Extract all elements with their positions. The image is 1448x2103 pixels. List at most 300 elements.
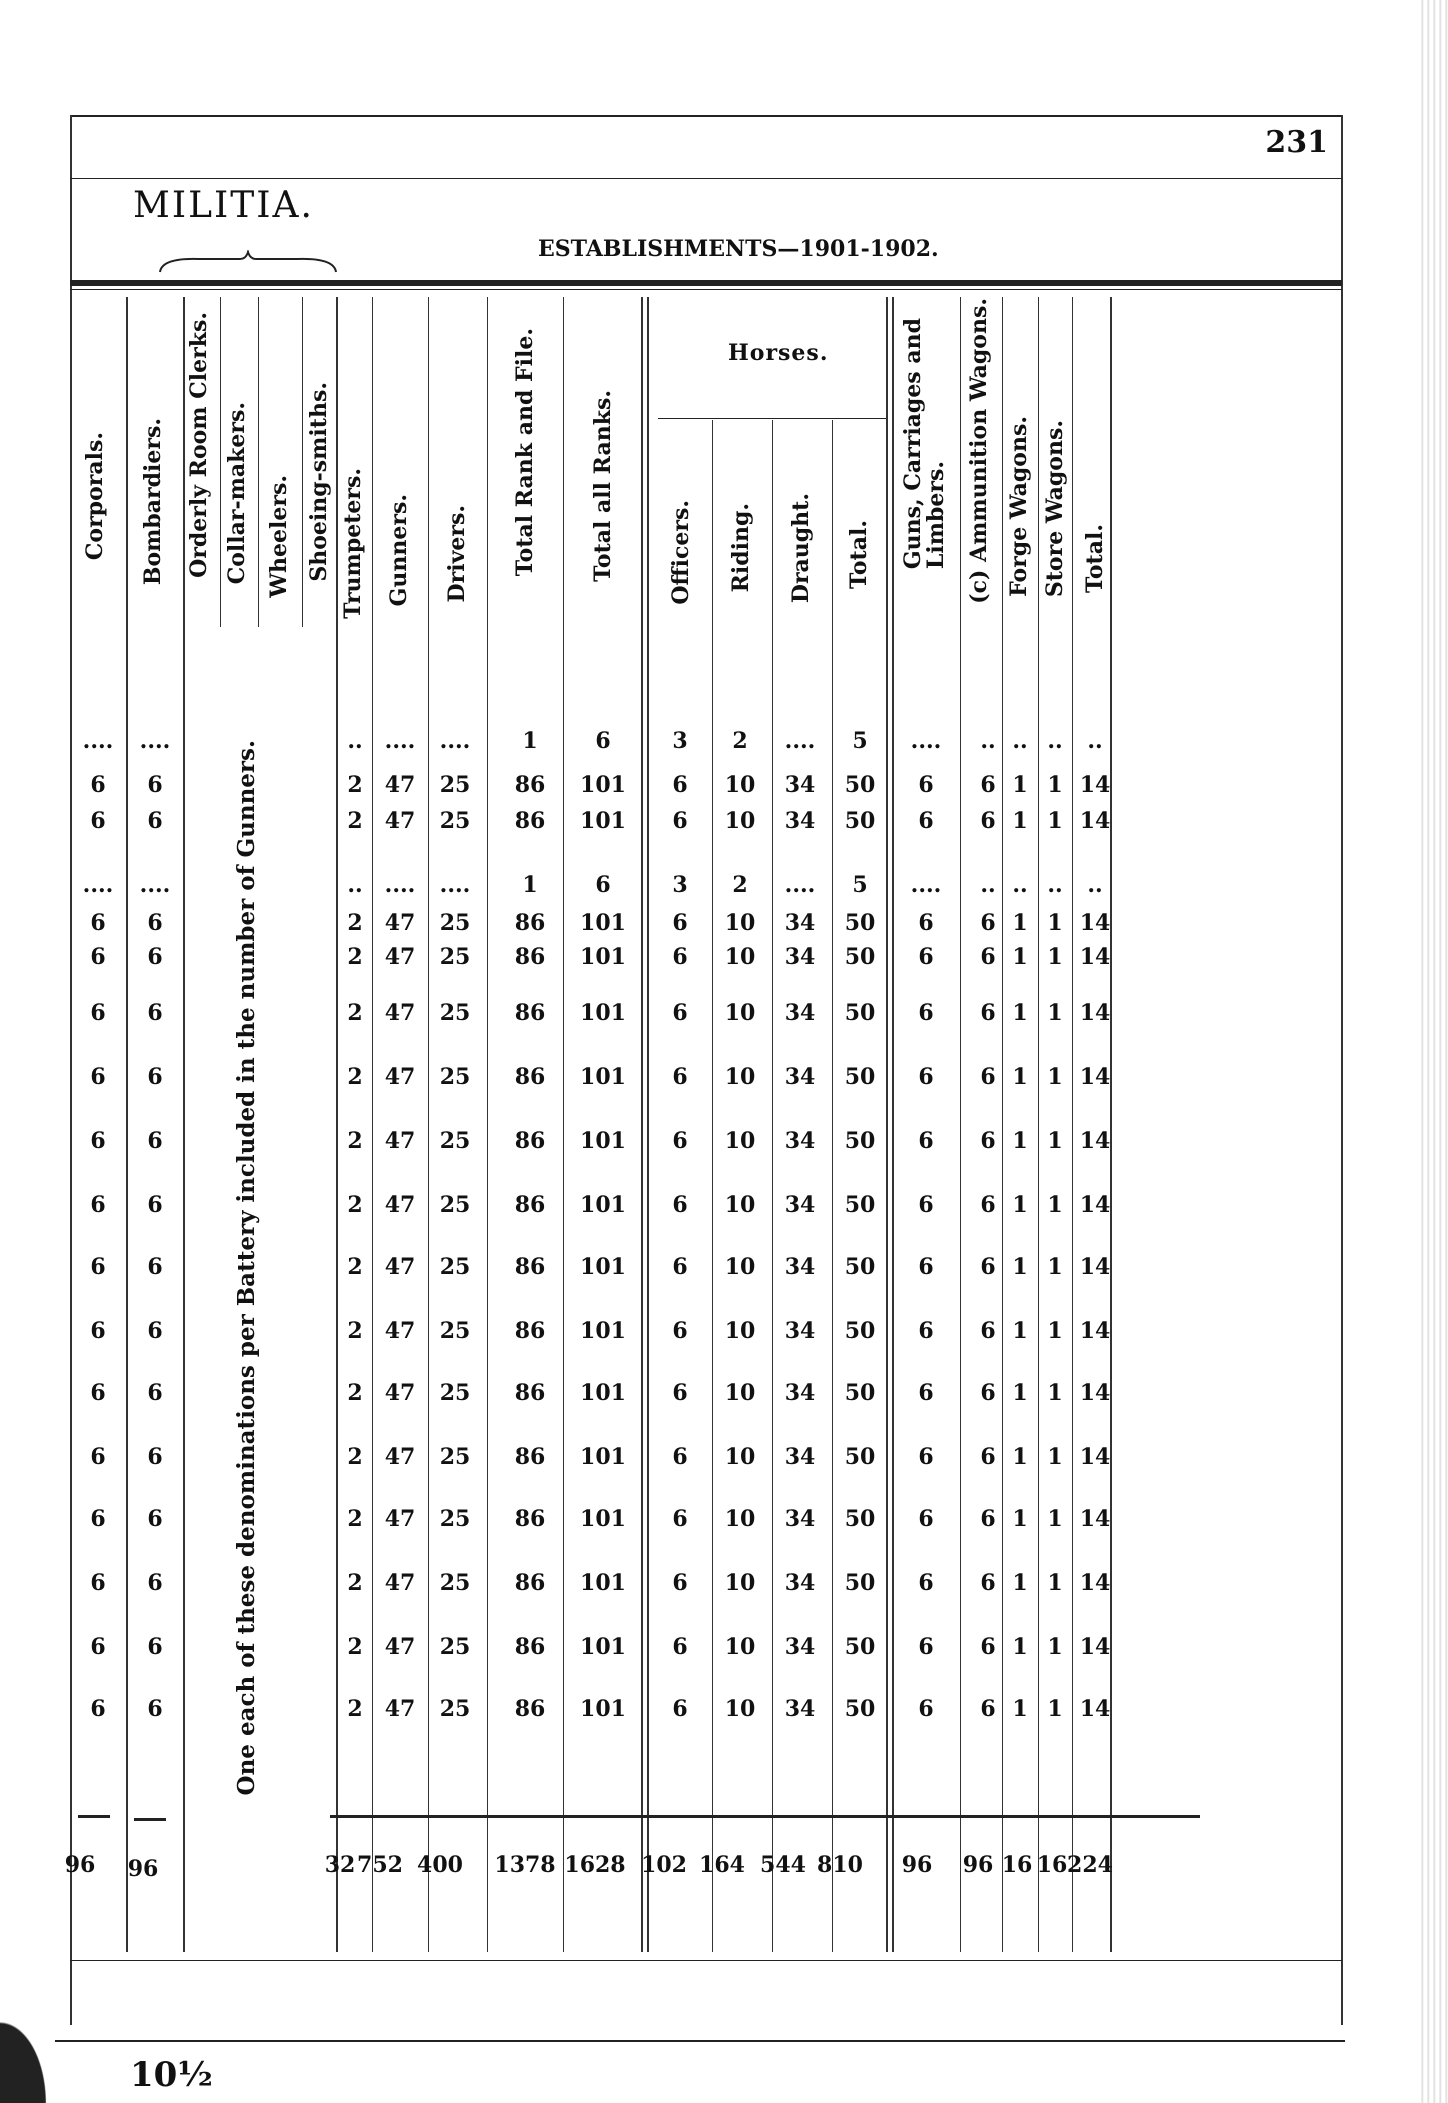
table-cell: 6 <box>918 1064 934 1090</box>
table-cell: 86 <box>514 808 546 834</box>
frame-top-rule <box>70 115 1342 117</box>
table-cell: 47 <box>384 1506 416 1532</box>
header-orderly-room-clerks: Orderly Room Clerks. <box>186 312 212 578</box>
table-cell: 10 <box>724 910 756 936</box>
table-cell: 101 <box>580 1696 626 1722</box>
table-cell: 86 <box>514 1318 546 1344</box>
table-cell: 50 <box>844 1128 876 1154</box>
table-cell: 1 <box>1012 1192 1028 1218</box>
col-divider <box>886 297 888 1952</box>
table-cell: 25 <box>439 944 471 970</box>
table-cell: 47 <box>384 1064 416 1090</box>
table-cell: 86 <box>514 1506 546 1532</box>
totals-cell: 96 <box>127 1856 159 1882</box>
table-cell: 86 <box>514 1380 546 1406</box>
header-draught: Draught. <box>788 493 814 604</box>
table-cell: 1 <box>1012 1254 1028 1280</box>
binding-edge <box>1418 0 1448 2103</box>
table-cell: 6 <box>90 1064 106 1090</box>
table-cell: 86 <box>514 1128 546 1154</box>
table-cell: 2 <box>347 1696 363 1722</box>
table-cell: 6 <box>90 1318 106 1344</box>
col-divider <box>336 297 338 1952</box>
table-cell: .... <box>784 728 816 754</box>
table-cell: 6 <box>980 1696 996 1722</box>
table-cell: 25 <box>439 1000 471 1026</box>
table-cell: 50 <box>844 1192 876 1218</box>
table-cell: 47 <box>384 808 416 834</box>
table-cell: 1 <box>1012 1506 1028 1532</box>
table-cell: 14 <box>1079 1634 1111 1660</box>
table-cell: 2 <box>347 1634 363 1660</box>
table-cell: 10 <box>724 1064 756 1090</box>
table-cell: .... <box>82 728 114 754</box>
table-cell: 10 <box>724 1000 756 1026</box>
col-divider <box>372 297 373 1952</box>
totals-rule <box>134 1818 166 1821</box>
table-cell: 6 <box>147 808 163 834</box>
table-cell: 25 <box>439 808 471 834</box>
table-cell: 5 <box>852 728 868 754</box>
table-cell: 86 <box>514 1254 546 1280</box>
table-cell: 10 <box>724 1696 756 1722</box>
table-cell: 6 <box>672 1192 688 1218</box>
table-cell: 6 <box>672 1380 688 1406</box>
table-cell: 101 <box>580 1128 626 1154</box>
table-cell: 6 <box>672 772 688 798</box>
table-cell: 34 <box>784 1634 816 1660</box>
table-cell: 14 <box>1079 1254 1111 1280</box>
table-cell: 86 <box>514 1064 546 1090</box>
table-cell: .... <box>139 728 171 754</box>
table-cell: 47 <box>384 1380 416 1406</box>
table-cell: 10 <box>724 1506 756 1532</box>
table-cell: 14 <box>1079 1506 1111 1532</box>
table-cell: 14 <box>1079 772 1111 798</box>
table-cell: 86 <box>514 944 546 970</box>
table-cell: 6 <box>90 1570 106 1596</box>
table-cell: 1 <box>1047 910 1063 936</box>
table-cell: 2 <box>347 910 363 936</box>
header-horses-total: Total. <box>846 520 872 589</box>
table-cell: 10 <box>724 1570 756 1596</box>
table-cell: 50 <box>844 1380 876 1406</box>
col-divider <box>258 297 259 627</box>
totals-cell: 224 <box>1067 1852 1113 1878</box>
table-cell: 101 <box>580 1570 626 1596</box>
table-cell: 6 <box>90 808 106 834</box>
col-divider <box>428 297 429 1952</box>
table-cell: 2 <box>732 872 748 898</box>
col-divider <box>892 297 894 1952</box>
totals-cell: 810 <box>817 1852 863 1878</box>
table-cell: 1 <box>1047 1318 1063 1344</box>
table-cell: 1 <box>1047 1696 1063 1722</box>
bottom-band-rule <box>70 1960 1342 1961</box>
header-drivers: Drivers. <box>444 505 470 603</box>
table-cell: 34 <box>784 1696 816 1722</box>
table-cell: 50 <box>844 944 876 970</box>
horses-group-rule <box>658 418 886 419</box>
table-cell: 6 <box>980 1254 996 1280</box>
horses-group-label: Horses. <box>728 340 829 366</box>
table-cell: 101 <box>580 1000 626 1026</box>
header-ammunition-wagons: (c) Ammunition Wagons. <box>966 298 992 604</box>
table-cell: 101 <box>580 1254 626 1280</box>
table-cell: .. <box>1012 872 1028 898</box>
table-cell: 6 <box>980 1634 996 1660</box>
table-cell: 5 <box>852 872 868 898</box>
table-cell: 47 <box>384 772 416 798</box>
page-title: MILITIA. <box>133 185 314 226</box>
table-cell: 47 <box>384 1192 416 1218</box>
table-cell: 50 <box>844 1696 876 1722</box>
table-cell: 50 <box>844 910 876 936</box>
totals-cell: 96 <box>962 1852 994 1878</box>
table-cell: 25 <box>439 1380 471 1406</box>
table-cell: 50 <box>844 1064 876 1090</box>
table-cell: 6 <box>147 1696 163 1722</box>
staff-note: One each of these denominations per Battery included in the number of Gunners. <box>233 740 260 1796</box>
table-cell: 6 <box>918 1380 934 1406</box>
table-cell: 1 <box>1047 1570 1063 1596</box>
table-cell: 2 <box>732 728 748 754</box>
table-cell: 14 <box>1079 1192 1111 1218</box>
table-cell: 25 <box>439 1192 471 1218</box>
table-cell: 6 <box>147 1634 163 1660</box>
table-cell: 1 <box>1047 1254 1063 1280</box>
table-cell: 6 <box>147 1064 163 1090</box>
table-cell: .. <box>980 728 996 754</box>
table-cell: .... <box>439 728 471 754</box>
table-cell: 14 <box>1079 1570 1111 1596</box>
table-cell: 47 <box>384 1128 416 1154</box>
table-cell: 10 <box>724 1318 756 1344</box>
table-cell: 6 <box>147 1254 163 1280</box>
table-cell: .... <box>384 728 416 754</box>
table-cell: 1 <box>522 872 538 898</box>
frame-left-rule <box>70 115 72 2025</box>
table-cell: 47 <box>384 1254 416 1280</box>
header-total-all-ranks: Total all Ranks. <box>590 390 616 582</box>
table-cell: 6 <box>90 1696 106 1722</box>
table-cell: 10 <box>724 1192 756 1218</box>
table-cell: 2 <box>347 1064 363 1090</box>
table-cell: 6 <box>918 1570 934 1596</box>
table-cell: 1 <box>1012 808 1028 834</box>
table-cell: 6 <box>980 1380 996 1406</box>
table-cell: 47 <box>384 910 416 936</box>
table-cell: 10 <box>724 1444 756 1470</box>
table-cell: 101 <box>580 1192 626 1218</box>
table-cell: 6 <box>918 1634 934 1660</box>
totals-cell: 544 <box>760 1852 806 1878</box>
table-cell: 86 <box>514 1192 546 1218</box>
table-cell: 101 <box>580 944 626 970</box>
table-cell: 6 <box>918 1444 934 1470</box>
table-cell: 34 <box>784 1380 816 1406</box>
table-cell: 34 <box>784 1254 816 1280</box>
table-cell: 50 <box>844 772 876 798</box>
table-cell: 6 <box>147 1444 163 1470</box>
table-cell: 25 <box>439 1696 471 1722</box>
table-cell: .. <box>1012 728 1028 754</box>
table-cell: .. <box>1047 728 1063 754</box>
table-cell: 6 <box>672 1000 688 1026</box>
table-cell: 6 <box>980 1570 996 1596</box>
table-cell: 86 <box>514 1696 546 1722</box>
table-cell: 6 <box>147 772 163 798</box>
table-cell: 6 <box>918 1192 934 1218</box>
table-cell: 6 <box>90 1634 106 1660</box>
table-cell: 47 <box>384 944 416 970</box>
table-cell: 1 <box>1012 1696 1028 1722</box>
col-divider <box>1072 297 1073 1952</box>
col-divider <box>1038 297 1039 1952</box>
table-cell: 1 <box>1012 1444 1028 1470</box>
table-cell: 1 <box>1047 944 1063 970</box>
table-cell: 14 <box>1079 1318 1111 1344</box>
header-officers: Officers. <box>668 500 694 605</box>
totals-cell: 164 <box>699 1852 745 1878</box>
table-cell: 10 <box>724 1380 756 1406</box>
col-divider <box>832 420 833 1952</box>
header-total-rank-and-file: Total Rank and File. <box>512 328 538 577</box>
table-cell: 101 <box>580 1064 626 1090</box>
table-cell: 1 <box>1047 1634 1063 1660</box>
table-cell: 10 <box>724 1254 756 1280</box>
table-cell: 6 <box>918 772 934 798</box>
col-divider <box>960 297 961 1952</box>
table-cell: 25 <box>439 772 471 798</box>
table-cell: 34 <box>784 1000 816 1026</box>
table-cell: 14 <box>1079 1380 1111 1406</box>
table-cell: 1 <box>1047 1192 1063 1218</box>
table-cell: 6 <box>147 1380 163 1406</box>
table-cell: 6 <box>90 910 106 936</box>
table-cell: 6 <box>147 944 163 970</box>
table-cell: 2 <box>347 1000 363 1026</box>
table-cell: .. <box>347 872 363 898</box>
table-cell: 1 <box>1012 1064 1028 1090</box>
table-cell: 6 <box>918 1000 934 1026</box>
table-cell: .... <box>384 872 416 898</box>
table-cell: 25 <box>439 1318 471 1344</box>
table-cell: 2 <box>347 808 363 834</box>
table-cell: 6 <box>672 1696 688 1722</box>
table-cell: 6 <box>672 1634 688 1660</box>
table-cell: 34 <box>784 1192 816 1218</box>
table-cell: 6 <box>980 1128 996 1154</box>
table-cell: 34 <box>784 1506 816 1532</box>
table-cell: 50 <box>844 1000 876 1026</box>
table-cell: 34 <box>784 1128 816 1154</box>
table-cell: 2 <box>347 1380 363 1406</box>
table-cell: 34 <box>784 772 816 798</box>
col-divider <box>220 297 221 627</box>
table-cell: 6 <box>672 1128 688 1154</box>
table-cell: 6 <box>918 1696 934 1722</box>
header-corporals: Corporals. <box>82 432 108 561</box>
table-cell: 1 <box>1047 1064 1063 1090</box>
table-cell: 25 <box>439 910 471 936</box>
table-cell: 6 <box>980 1064 996 1090</box>
table-cell: .. <box>980 872 996 898</box>
table-cell: 6 <box>672 910 688 936</box>
table-cell: 86 <box>514 1000 546 1026</box>
col-divider <box>712 420 713 1952</box>
table-cell: 6 <box>918 808 934 834</box>
table-cell: 1 <box>1047 808 1063 834</box>
header-forge-wagons: Forge Wagons. <box>1006 416 1032 597</box>
table-cell: 25 <box>439 1506 471 1532</box>
table-cell: 1 <box>1012 1000 1028 1026</box>
table-cell: 6 <box>147 1506 163 1532</box>
table-cell: .... <box>439 872 471 898</box>
table-cell: 50 <box>844 1506 876 1532</box>
table-cell: 34 <box>784 944 816 970</box>
header-store-wagons: Store Wagons. <box>1042 420 1068 598</box>
table-cell: 14 <box>1079 1444 1111 1470</box>
table-cell: 6 <box>672 1254 688 1280</box>
header-guns-carriages-limbers: Guns, Carriages and Limbers. <box>900 318 950 570</box>
table-cell: 10 <box>724 1128 756 1154</box>
header-riding: Riding. <box>728 503 754 593</box>
table-cell: 6 <box>147 1570 163 1596</box>
totals-cell: 400 <box>417 1852 463 1878</box>
table-cell: 6 <box>980 808 996 834</box>
table-cell: 34 <box>784 910 816 936</box>
table-cell: 2 <box>347 1318 363 1344</box>
table-cell: 2 <box>347 772 363 798</box>
table-cell: 6 <box>918 944 934 970</box>
table-cell: .... <box>82 872 114 898</box>
table-cell: 25 <box>439 1254 471 1280</box>
table-cell: 86 <box>514 1634 546 1660</box>
table-cell: 6 <box>147 1318 163 1344</box>
table-cell: 86 <box>514 1570 546 1596</box>
table-cell: .. <box>1087 872 1103 898</box>
table-cell: .... <box>910 728 942 754</box>
table-cell: 1 <box>1047 1128 1063 1154</box>
table-cell: 34 <box>784 1318 816 1344</box>
totals-cell: 96 <box>901 1852 933 1878</box>
table-cell: 6 <box>595 872 611 898</box>
table-cell: 6 <box>672 808 688 834</box>
heavy-double-rule-under <box>70 289 1342 290</box>
table-cell: .... <box>139 872 171 898</box>
table-cell: 6 <box>147 1192 163 1218</box>
table-cell: .. <box>1087 728 1103 754</box>
table-cell: 34 <box>784 808 816 834</box>
table-cell: 47 <box>384 1696 416 1722</box>
table-cell: 50 <box>844 1318 876 1344</box>
table-cell: 6 <box>980 772 996 798</box>
table-cell: 14 <box>1079 1128 1111 1154</box>
table-cell: 6 <box>918 1506 934 1532</box>
table-cell: 86 <box>514 910 546 936</box>
table-cell: 6 <box>980 1192 996 1218</box>
table-cell: 1 <box>1012 944 1028 970</box>
table-cell: 6 <box>672 1506 688 1532</box>
table-cell: 6 <box>672 944 688 970</box>
table-cell: 34 <box>784 1444 816 1470</box>
table-cell: 101 <box>580 1506 626 1532</box>
table-cell: 1 <box>1012 772 1028 798</box>
table-cell: 10 <box>724 772 756 798</box>
table-cell: 6 <box>918 1254 934 1280</box>
table-cell: 1 <box>1047 772 1063 798</box>
table-cell: 14 <box>1079 1000 1111 1026</box>
table-cell: 10 <box>724 1634 756 1660</box>
col-divider <box>126 297 128 1952</box>
totals-cell: 96 <box>64 1852 96 1878</box>
table-cell: 25 <box>439 1064 471 1090</box>
table-cell: 6 <box>90 772 106 798</box>
table-cell: 101 <box>580 1444 626 1470</box>
table-cell: 6 <box>90 1000 106 1026</box>
heavy-double-rule <box>70 280 1342 286</box>
table-cell: 14 <box>1079 808 1111 834</box>
totals-cell: 102 <box>641 1852 687 1878</box>
table-cell: 6 <box>980 910 996 936</box>
table-cell: 6 <box>980 944 996 970</box>
table-cell: 14 <box>1079 1696 1111 1722</box>
table-cell: 6 <box>90 1444 106 1470</box>
table-cell: 6 <box>980 1506 996 1532</box>
table-cell: 6 <box>90 1380 106 1406</box>
table-cell: 47 <box>384 1570 416 1596</box>
table-cell: 6 <box>595 728 611 754</box>
totals-cell: 16 <box>1001 1852 1033 1878</box>
table-cell: 47 <box>384 1000 416 1026</box>
footer-mark: 10½ <box>130 2055 213 2095</box>
table-cell: 14 <box>1079 910 1111 936</box>
frame-bottom-rule <box>55 2040 1345 2042</box>
header-trumpeters: Trumpeters. <box>340 468 366 619</box>
table-cell: 2 <box>347 1254 363 1280</box>
table-cell: 14 <box>1079 944 1111 970</box>
table-cell: 25 <box>439 1634 471 1660</box>
brace-graphic <box>158 250 338 276</box>
header-gunners: Gunners. <box>386 494 412 607</box>
page-number: 231 <box>1265 125 1328 160</box>
table-cell: 6 <box>918 910 934 936</box>
totals-cell: 752 <box>357 1852 403 1878</box>
table-cell: 25 <box>439 1570 471 1596</box>
table-cell: 2 <box>347 1192 363 1218</box>
table-cell: 47 <box>384 1634 416 1660</box>
frame-right-rule <box>1341 115 1343 2025</box>
table-cell: 6 <box>90 1506 106 1532</box>
header-collar-makers: Collar-makers. <box>224 402 250 585</box>
table-cell: 101 <box>580 1634 626 1660</box>
table-cell: 2 <box>347 1506 363 1532</box>
table-cell: 50 <box>844 1254 876 1280</box>
table-cell: 1 <box>1012 1318 1028 1344</box>
table-cell: 6 <box>980 1444 996 1470</box>
table-cell: 25 <box>439 1128 471 1154</box>
table-cell: 6 <box>147 1128 163 1154</box>
table-cell: 1 <box>1047 1506 1063 1532</box>
table-cell: 3 <box>672 872 688 898</box>
table-cell: 1 <box>1012 1570 1028 1596</box>
table-cell: 6 <box>918 1128 934 1154</box>
col-divider <box>772 420 773 1952</box>
table-cell: 1 <box>522 728 538 754</box>
table-cell: 2 <box>347 1128 363 1154</box>
table-cell: 2 <box>347 1570 363 1596</box>
